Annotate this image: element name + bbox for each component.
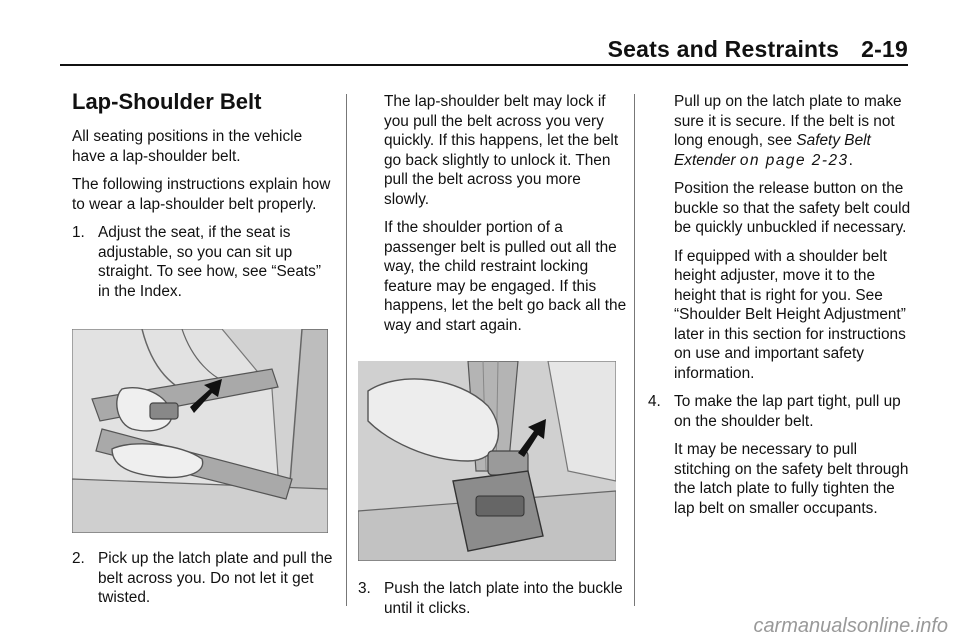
section-heading: Lap-Shoulder Belt xyxy=(72,89,262,114)
step-text: Adjust the seat, if the seat is adjustable, so you can sit up straight. To see how, see “Seats” in the Index. xyxy=(98,224,321,300)
column-divider xyxy=(634,94,635,606)
step-text: Push the latch plate into the buckle until it clicks. xyxy=(384,580,623,617)
step-text: To make the lap part tight, pull up on the shoulder belt. xyxy=(674,393,901,430)
paragraph: If equipped with a shoulder belt height adjuster, move it to the height that is right for you. See “Shoulder Belt Height Adjustment” later in this section for instructions on use and important safety information. xyxy=(674,247,906,382)
paragraph: Pull up on the latch plate to make sure it is secure. If the belt is not long enough, see Safety Belt Extender on page 2-23. xyxy=(674,93,902,169)
figure-latch-plate-pull xyxy=(72,329,328,533)
paragraph: The following instructions explain how to wear a lap-shoulder belt properly. xyxy=(72,176,331,213)
step-3 xyxy=(358,579,630,618)
column-divider xyxy=(346,94,347,606)
watermark: carmanualsonline.info xyxy=(753,615,948,637)
step-1 xyxy=(72,223,334,301)
step-number: 2. xyxy=(72,550,85,567)
buckle-latch-illustration xyxy=(358,361,616,561)
column-1 xyxy=(72,84,334,617)
paragraph: If the shoulder portion of a passenger belt is pulled out all the way, the child restraint locking feature may be engaged. If this happens, let the belt go back all the way and start again. xyxy=(384,219,627,334)
seatbelt-pull-illustration xyxy=(72,329,328,533)
column-3 xyxy=(648,92,916,527)
page-number: 2-19 xyxy=(861,36,908,62)
column-2 xyxy=(358,92,630,627)
cross-reference-page[interactable]: on page 2-23 xyxy=(739,151,849,169)
step-number: 1. xyxy=(72,224,85,241)
header-title xyxy=(608,36,908,63)
paragraph: The lap-shoulder belt may lock if you pull the belt across you very quickly. If this happens, let the belt go back slightly to unlock it. Then pull the belt across you more slowly. xyxy=(384,93,619,208)
section-title: Seats and Restraints xyxy=(607,36,840,62)
step-4 xyxy=(648,392,916,431)
step-2 xyxy=(72,549,334,608)
paragraph: It may be necessary to pull stitching on the safety belt through the latch plate to fully tighten the lap belt on smaller occupants. xyxy=(674,441,909,517)
step-number: 3. xyxy=(358,580,371,597)
page-header xyxy=(60,36,908,66)
step-number: 4. xyxy=(648,393,661,410)
paragraph: Position the release button on the buckle so that the safety belt could be quickly unbuckled if necessary. xyxy=(674,180,911,236)
figure-buckle-insert xyxy=(358,361,616,561)
paragraph: All seating positions in the vehicle have a lap-shoulder belt. xyxy=(72,128,303,165)
step-text: Pick up the latch plate and pull the belt across you. Do not let it get twisted. xyxy=(98,550,333,606)
cross-reference-link[interactable]: Safety Belt Extender xyxy=(674,132,871,169)
